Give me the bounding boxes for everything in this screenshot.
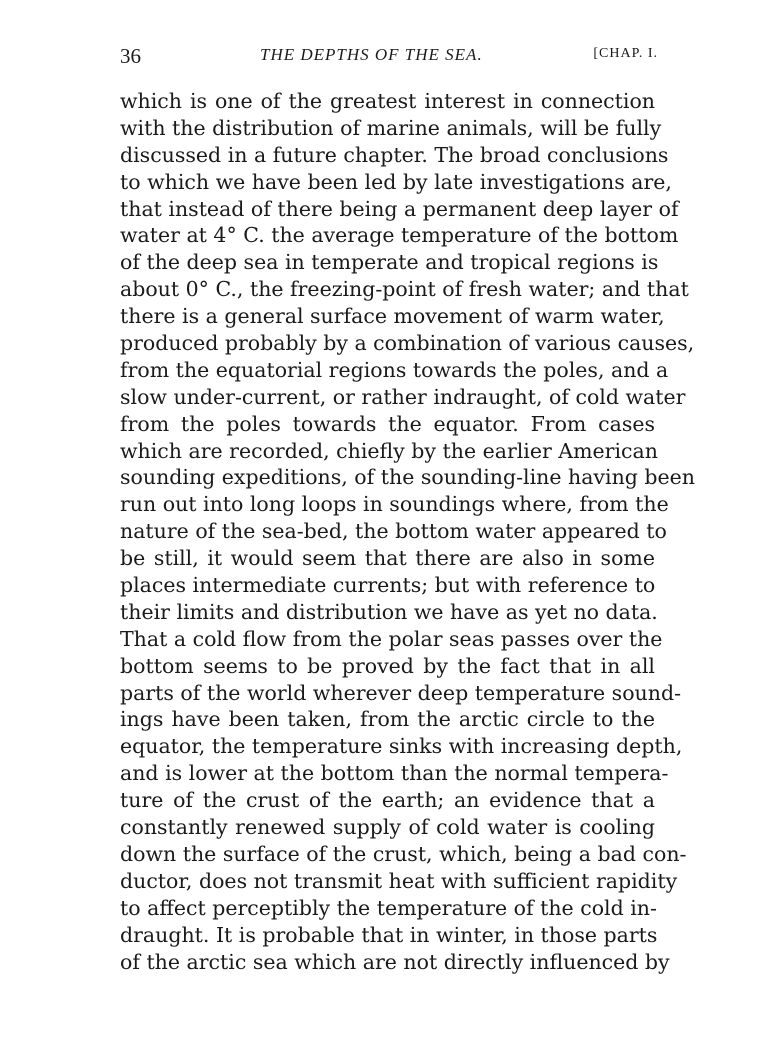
text-line: with the distribution of marine animals, will be fully <box>120 115 662 140</box>
text-line: sounding expeditions, of the sounding-line having been <box>120 465 696 490</box>
text-line: bottom seems to be proved by the fact that in all <box>120 653 655 678</box>
chapter-reference: [CHAP. I. <box>593 46 658 61</box>
text-line: and is lower at the bottom than the normal tempera- <box>120 761 669 786</box>
running-header <box>120 44 658 70</box>
running-title: THE DEPTHS OF THE SEA. <box>260 45 483 64</box>
text-line: ings have been taken, from the arctic circle to the <box>120 707 655 732</box>
text-line: of the deep sea in temperate and tropical regions is <box>120 250 659 275</box>
text-line: that instead of there being a permanent deep layer of <box>120 196 679 221</box>
text-line: their limits and distribution we have as yet no data. <box>120 599 658 624</box>
text-line: nature of the sea-bed, the bottom water appeared to <box>120 519 667 544</box>
text-line: slow under-current, or rather indraught, of cold water <box>120 384 686 409</box>
text-line: be still, it would seem that there are also in some <box>120 546 655 571</box>
text-line: which are recorded, chiefly by the earlier American <box>120 438 658 463</box>
text-line: places intermediate currents; but with reference to <box>120 573 656 598</box>
body-text <box>120 88 696 975</box>
text-line: draught. It is probable that in winter, in those parts <box>120 922 658 947</box>
text-line: run out into long loops in soundings where, from the <box>120 492 669 517</box>
text-line: to affect perceptibly the temperature of the cold in- <box>120 895 657 920</box>
text-line: there is a general surface movement of warm water, <box>120 304 665 329</box>
text-line: equator, the temperature sinks with increasing depth, <box>120 734 683 759</box>
text-line: discussed in a future chapter. The broad conclusions <box>120 142 669 167</box>
text-line: produced probably by a combination of various causes, <box>120 331 695 356</box>
text-line: ture of the crust of the earth; an evidence that a <box>120 788 655 813</box>
text-line: from the poles towards the equator. From cases <box>120 411 655 436</box>
text-line: ductor, does not transmit heat with sufficient rapidity <box>120 868 678 893</box>
text-line: down the surface of the crust, which, being a bad con- <box>120 841 687 866</box>
text-line: water at 4° C. the average temperature of the bottom <box>120 223 679 248</box>
text-line: which is one of the greatest interest in connection <box>120 89 655 113</box>
page-number: 36 <box>120 44 141 68</box>
text-line: constantly renewed supply of cold water is cooling <box>120 815 655 840</box>
text-line: about 0° C., the freezing-point of fresh water; and that <box>120 277 689 302</box>
text-line: parts of the world wherever deep temperature sound- <box>120 680 681 705</box>
text-line: from the equatorial regions towards the poles, and a <box>120 357 669 382</box>
text-line: to which we have been led by late investigations are, <box>120 169 672 194</box>
text-line: That a cold flow from the polar seas passes over the <box>120 626 663 651</box>
text-line: of the arctic sea which are not directly influenced by <box>120 949 670 974</box>
